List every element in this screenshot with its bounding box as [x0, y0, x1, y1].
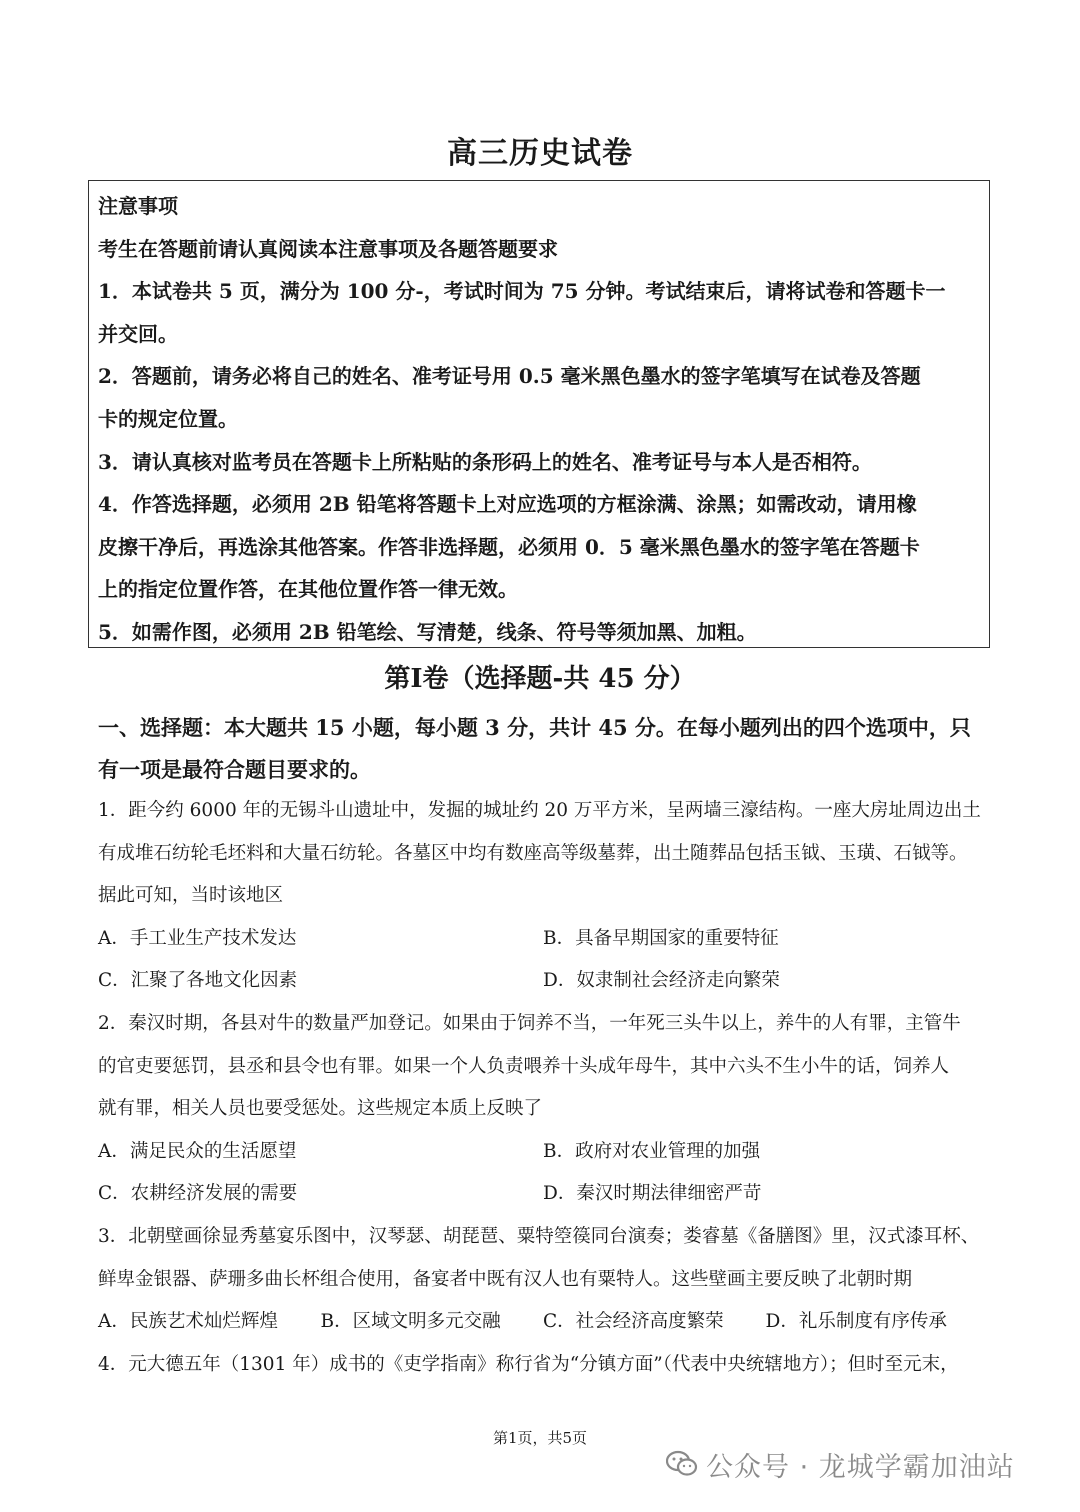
- option-a: A．手工业生产技术发达: [98, 927, 297, 949]
- option-a: A．满足民众的生活愿望: [98, 1140, 297, 1162]
- question-stem-line: 就有罪，相关人员也要受惩处。这些规定本质上反映了: [98, 1098, 543, 1120]
- question-stem-line: 4．元大德五年（1301 年）成书的《吏学指南》称行省为“分镇方面”（代表中央统辖地方）；但时至元末，: [98, 1353, 959, 1375]
- question-stem-line: 2．秦汉时期，各县对牛的数量严加登记。如果由于饲养不当，一年死三头牛以上，养牛的人有罪，主管牛: [98, 1012, 961, 1034]
- question-stem-line: 鲜卑金银器、萨珊多曲长杯组合使用，备宴者中既有汉人也有粟特人。这些壁画主要反映了北朝时期: [98, 1268, 913, 1290]
- notice-line: 卡的规定位置。: [98, 406, 238, 431]
- option-c: C．农耕经济发展的需要: [98, 1183, 298, 1205]
- question-1: [98, 790, 988, 1003]
- wechat-icon: [666, 1450, 698, 1478]
- option-d: D．秦汉时期法律细密严苛: [543, 1183, 762, 1205]
- question-list: [98, 790, 988, 1386]
- options-row: [98, 1131, 988, 1174]
- notice-line: 2．答题前，请务必将自己的姓名、准考证号用 0.5 毫米黑色墨水的签字笔填写在试卷及答题: [98, 364, 921, 389]
- option-b: B．具备早期国家的重要特征: [543, 927, 779, 949]
- notice-line: 5．如需作图，必须用 2B 铅笔绘、写清楚，线条、符号等须加黑、加粗。: [98, 619, 757, 644]
- question-stem-line: 3．北朝壁画徐显秀墓宴乐图中，汉琴瑟、胡琵琶、粟特箜篌同台演奏；娄睿墓《备膳图》里，汉式漆耳杯、: [98, 1225, 980, 1247]
- notice-line: 皮擦干净后，再选涂其他答案。作答非选择题，必须用 0．5 毫米黑色墨水的签字笔在答题卡: [98, 534, 920, 559]
- option-c: C．汇聚了各地文化因素: [98, 970, 298, 992]
- page-number: 第1页，共5页: [492, 1429, 588, 1447]
- section-title: 第I卷（选择题-共 45 分）: [384, 664, 696, 694]
- question-4: [98, 1344, 988, 1387]
- question-stem-line: 据此可知，当时该地区: [98, 885, 284, 907]
- option-b: B．区域文明多元交融: [320, 1311, 501, 1333]
- options-row: [98, 1173, 988, 1216]
- option-a: A．民族艺术灿烂辉煌: [98, 1311, 278, 1333]
- notice-line: 1．本试卷共 5 页，满分为 100 分-，考试时间为 75 分钟。考试结束后，请将试卷和答题卡一: [98, 279, 946, 304]
- part-heading-line: 一、选择题：本大题共 15 小题，每小题 3 分，共计 45 分。在每小题列出的四个选项中，只: [98, 715, 971, 740]
- part-heading: [98, 707, 988, 791]
- question-stem-line: 1．距今约 6000 年的无锡斗山遗址中，发掘的城址约 20 万平方米，呈两墙三濠结构。一座大房址周边出土: [98, 800, 981, 821]
- notice-heading: 注意事项: [98, 194, 178, 218]
- options-row: [98, 1301, 988, 1344]
- notice-line: 4．作答选择题，必须用 2B 铅笔将答题卡上对应选项的方框涂满、涂黑；如需改动，请用橡: [98, 492, 917, 517]
- question-2: [98, 1003, 988, 1216]
- question-3: [98, 1216, 988, 1344]
- notice-box: [88, 180, 990, 648]
- watermark: [666, 1444, 1015, 1484]
- notice-line: 考生在答题前请认真阅读本注意事项及各题答题要求: [98, 236, 558, 261]
- notice-line: 上的指定位置作答，在其他位置作答一律无效。: [98, 577, 518, 602]
- option-b: B．政府对农业管理的加强: [543, 1140, 761, 1162]
- notice-line: 并交回。: [98, 321, 178, 346]
- option-c: C．社会经济高度繁荣: [543, 1311, 724, 1333]
- options-row: [98, 918, 988, 961]
- question-stem-line: 的官吏要惩罚，县丞和县令也有罪。如果一个人负责喂养十头成年母牛，其中六头不生小牛的话，饲养人: [98, 1055, 950, 1077]
- watermark-text: 公众号 · 龙城学霸加油站: [706, 1451, 1015, 1483]
- options-row: [98, 960, 988, 1003]
- part-heading-line: 有一项是最符合题目要求的。: [98, 757, 371, 782]
- option-d: D．礼乐制度有序传承: [765, 1311, 947, 1333]
- page-title: 高三历史试卷: [447, 136, 633, 171]
- question-stem-line: 有成堆石纺轮毛坯料和大量石纺轮。各墓区中均有数座高等级墓葬，出土随葬品包括玉钺、玉璜、石钺等。: [98, 842, 968, 864]
- notice-line: 3．请认真核对监考员在答题卡上所粘贴的条形码上的姓名、准考证号与本人是否相符。: [98, 449, 872, 474]
- option-d: D．奴隶制社会经济走向繁荣: [543, 970, 780, 992]
